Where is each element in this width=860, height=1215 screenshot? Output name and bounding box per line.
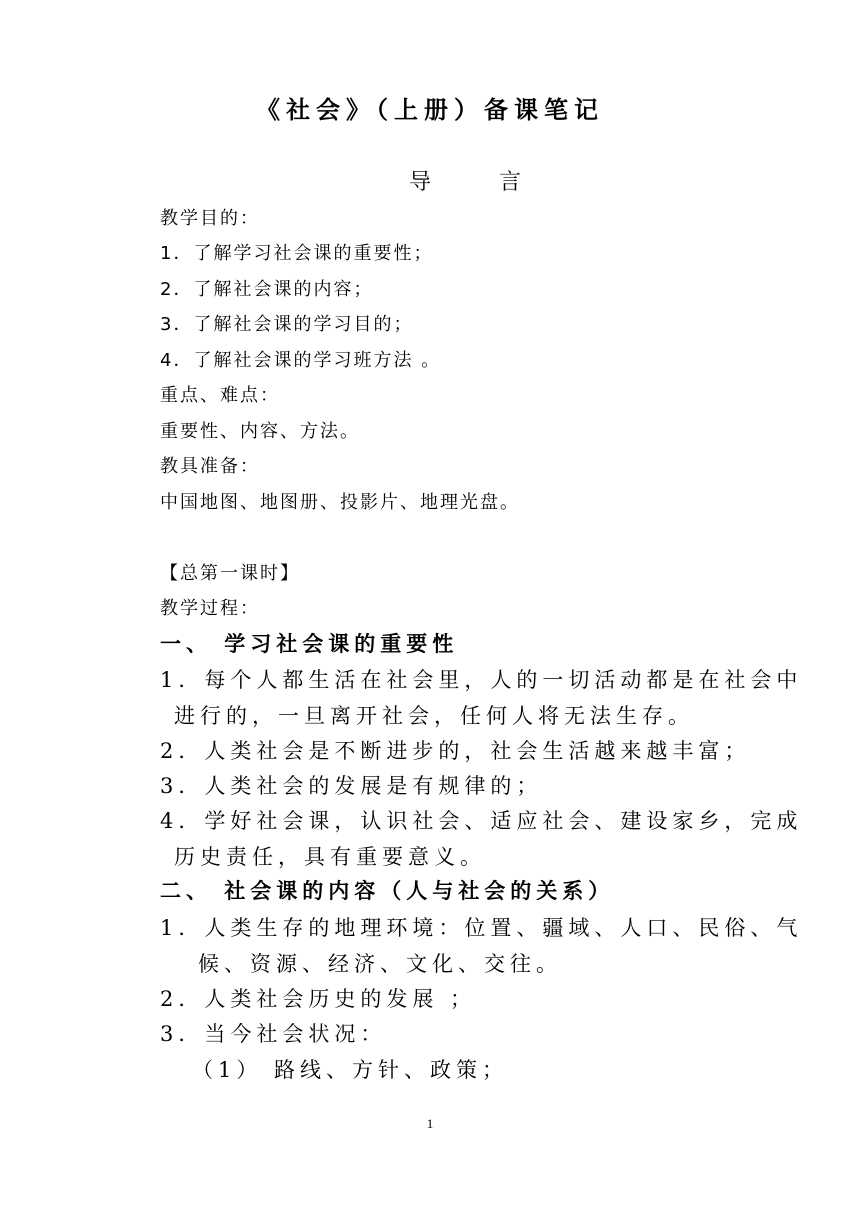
objective-item: 1．了解学习社会课的重要性； (160, 243, 434, 264)
part2-heading: 二、 社会课的内容（人与社会的关系） (160, 879, 615, 903)
part2-line: 候、资源、经济、文化、交往。 (198, 952, 562, 976)
part1-line: 历史责任，具有重要意义。 (174, 845, 486, 869)
document-title: 《社会》（上册）备课笔记 (256, 95, 604, 124)
part1-heading: 一、 学习社会课的重要性 (160, 632, 459, 656)
part2-line: 1．人类生存的地理环境：位置、疆域、人口、民俗、气 (160, 916, 803, 940)
part1-line: 2．人类社会是不断进步的，社会生活越来越丰富； (160, 739, 751, 763)
objectives-heading: 教学目的： (160, 208, 260, 229)
part2-line: 2．人类社会历史的发展 ； (160, 987, 477, 1011)
part2-line: （1） 路线、方针、政策； (192, 1058, 509, 1082)
part1-line: 4．学好社会课，认识社会、适应社会、建设家乡，完成 (160, 809, 803, 833)
objective-item: 3．了解社会课的学习目的； (160, 314, 414, 335)
materials-heading: 教具准备： (160, 456, 260, 477)
part1-line: 1．每个人都生活在社会里，人的一切活动都是在社会中 (160, 668, 803, 692)
process-heading: 教学过程： (160, 598, 260, 619)
lesson-label: 【总第一课时】 (160, 563, 300, 584)
key-points-heading: 重点、难点： (160, 385, 280, 406)
part2-line: 3．当今社会状况： (160, 1022, 387, 1046)
section-title-left: 导 (409, 170, 432, 195)
part1-line: 进行的，一旦离开社会，任何人将无法生存。 (174, 704, 694, 728)
materials-text: 中国地图、地图册、投影片、地理光盘。 (160, 492, 520, 513)
part1-line: 3．人类社会的发展是有规律的； (160, 774, 543, 798)
objective-item: 4．了解社会课的学习班方法 。 (160, 350, 442, 371)
page-number: 1 (426, 1116, 434, 1131)
section-title-right: 言 (499, 170, 522, 195)
key-points-text: 重要性、内容、方法。 (160, 421, 360, 442)
objective-item: 2．了解社会课的内容； (160, 279, 374, 300)
